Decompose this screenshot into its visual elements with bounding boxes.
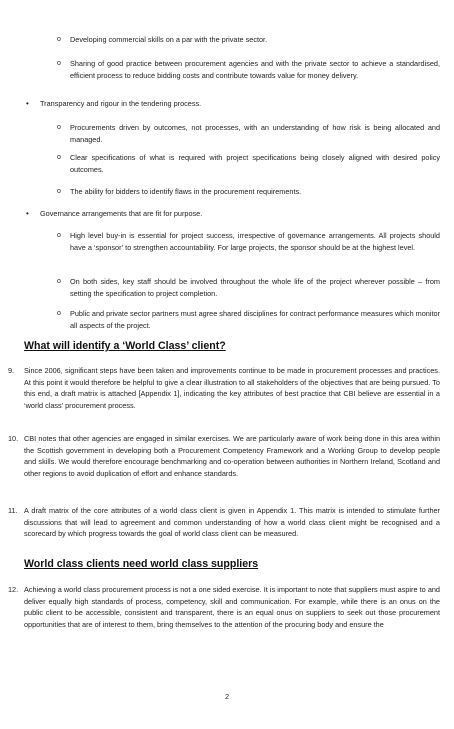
sub-item <box>57 58 440 81</box>
bullet-text: Transparency and rigour in the tendering process. <box>40 99 202 108</box>
sub-item-text: On both sides, key staff should be involved throughout the whole life of the project wherever possible – from setting the specification to project completion. <box>70 277 440 298</box>
sub-item-text: The ability for bidders to identify flaws in the procurement requirements. <box>70 187 302 196</box>
paragraph-number: 9. <box>8 366 15 375</box>
sub-item <box>57 122 440 145</box>
numbered-paragraph <box>8 584 440 630</box>
bullet-marker: • <box>26 99 29 108</box>
sub-item-marker: o <box>57 232 61 239</box>
numbered-paragraph <box>8 505 440 540</box>
numbered-paragraph <box>8 433 440 479</box>
bullet-marker: • <box>26 209 29 218</box>
sub-item-text: High level buy-in is essential for project success, irrespective of governance arrangements. All projects should have a ‘sponsor’ to strengthen accountability. For large projects, the sponsor should be at the highest level. <box>70 231 440 252</box>
sub-item-text: Public and private sector partners must agree shared disciplines for contract performance measures which monitor all aspects of the project. <box>70 309 440 330</box>
paragraph-text: A draft matrix of the core attributes of a world class client is given in Appendix 1. This matrix is intended to stimulate further discussions that will lead to agreement and common understanding of how a world class client might be recognised and a scorecard by which progress towards the goal of world class client can be measured. <box>24 506 440 539</box>
sub-item <box>57 34 440 46</box>
sub-item <box>57 186 440 198</box>
sub-item-marker: o <box>57 154 61 161</box>
section-heading: What will identify a ‘World Class’ client? <box>24 340 226 352</box>
paragraph-number: 11. <box>8 506 18 515</box>
bullet-text: Governance arrangements that are fit for purpose. <box>40 209 203 218</box>
page-number: 2 <box>224 692 230 701</box>
sub-item-marker: o <box>57 310 61 317</box>
paragraph-number: 10. <box>8 434 19 443</box>
sub-item <box>57 308 440 331</box>
paragraph-text: CBI notes that other agencies are engaged in similar exercises. We are particularly aware of work being done in this area within the Scottish government in developing both a Procurement Competency Framework and a Working Group to develop people and skills. We would therefore encourage benchmarking and co-operation between authorities in Northern Ireland, Scotland and other regions to avoid duplication of effort and enhance standards. <box>24 434 440 478</box>
paragraph-text: Achieving a world class procurement process is not a one sided exercise. It is important to note that suppliers must aspire to and deliver equally high standards of process, competency, skill and communication. For example, while there is an onus on the public client to be accessible, consistent and transparent, there is an equal onus on suppliers to seek out those procurement opportunities that are of interest to them, bring themselves to the attention of the procuring body and ensure the <box>24 585 440 629</box>
section-heading: World class clients need world class suppliers <box>24 558 259 570</box>
sub-item-text: Sharing of good practice between procurement agencies and with the private sector to achieve a standardised, efficient process to reduce bidding costs and contribute towards value for money delivery. <box>70 59 440 80</box>
sub-item <box>57 230 440 253</box>
paragraph-number: 12. <box>8 585 19 594</box>
sub-item-marker: o <box>57 278 61 285</box>
sub-item-marker: o <box>57 60 61 67</box>
sub-item <box>57 152 440 175</box>
bullet-item <box>26 208 440 220</box>
sub-item-marker: o <box>57 188 61 195</box>
sub-item-marker: o <box>57 124 61 131</box>
sub-item-text: Developing commercial skills on a par with the private sector. <box>70 35 268 44</box>
sub-item-text: Clear specifications of what is required with project specifications being closely aligned with desired policy outcomes. <box>70 153 440 174</box>
sub-item <box>57 276 440 299</box>
sub-item-text: Procurements driven by outcomes, not processes, with an understanding of how risk is being allocated and managed. <box>70 123 440 144</box>
paragraph-text: Since 2006, significant steps have been taken and improvements continue to be made in procurement processes and practices. At this point it would therefore be helpful to give a clear illustration to all stakeholders of the objectives that are being pursued. To this end, a draft matrix is attached [Appendix 1], indicating the key attributes of best practice that CBI believe are essential in a ‘world class’ procurement process. <box>24 366 440 410</box>
bullet-item <box>26 98 440 110</box>
sub-item-marker: o <box>57 36 61 43</box>
numbered-paragraph <box>8 365 440 411</box>
